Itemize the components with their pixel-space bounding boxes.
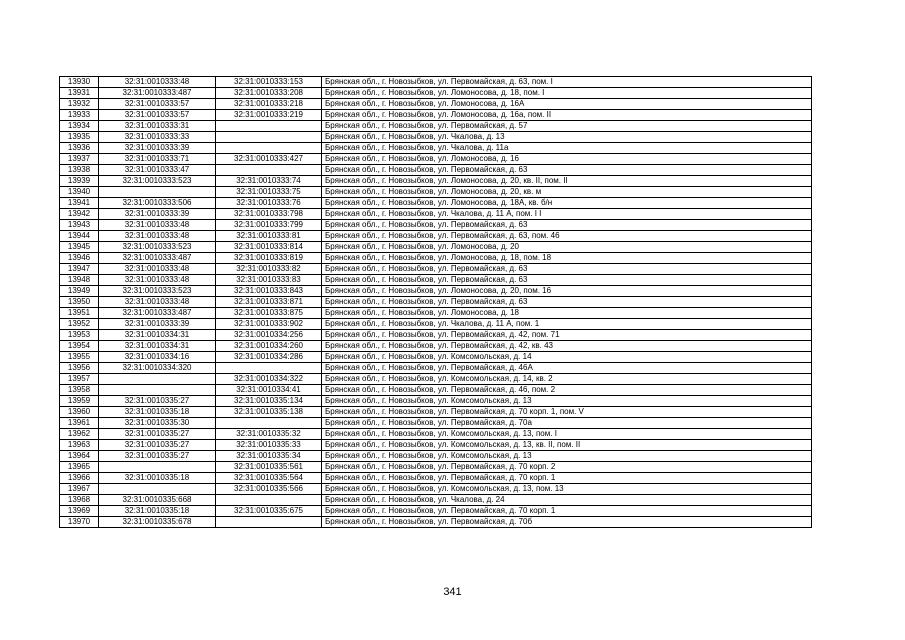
table-row (60, 242, 812, 253)
object-cadastral-cell: 32:31:0010333:76 (216, 198, 322, 209)
parcel-cadastral-cell: 32:31:0010333:48 (99, 275, 216, 286)
row-number-cell: 13970 (60, 517, 99, 528)
row-number-cell: 13952 (60, 319, 99, 330)
address-cell: Брянская обл., г. Новозыбков, ул. Ломоносова, д. 18, пом. 18 (322, 253, 812, 264)
address-cell: Брянская обл., г. Новозыбков, ул. Первомайская, д. 63 (322, 165, 812, 176)
address-cell: Брянская обл., г. Новозыбков, ул. Чкалова, д. 24 (322, 495, 812, 506)
parcel-cadastral-cell: 32:31:0010333:39 (99, 143, 216, 154)
parcel-cadastral-cell: 32:31:0010333:487 (99, 88, 216, 99)
address-cell: Брянская обл., г. Новозыбков, ул. Первомайская, д. 42, пом. 71 (322, 330, 812, 341)
parcel-cadastral-cell (99, 484, 216, 495)
row-number-cell: 13948 (60, 275, 99, 286)
parcel-cadastral-cell: 32:31:0010333:33 (99, 132, 216, 143)
table-row (60, 132, 812, 143)
parcel-cadastral-cell (99, 385, 216, 396)
address-cell: Брянская обл., г. Новозыбков, ул. Первомайская, д. 57 (322, 121, 812, 132)
table-row (60, 352, 812, 363)
table-row (60, 88, 812, 99)
object-cadastral-cell (216, 143, 322, 154)
object-cadastral-cell: 32:31:0010335:564 (216, 473, 322, 484)
row-number-cell: 13965 (60, 462, 99, 473)
parcel-cadastral-cell: 32:31:0010335:27 (99, 429, 216, 440)
table-row (60, 110, 812, 121)
object-cadastral-cell: 32:31:0010335:138 (216, 407, 322, 418)
row-number-cell: 13959 (60, 396, 99, 407)
parcel-cadastral-cell: 32:31:0010333:506 (99, 198, 216, 209)
page-number: 341 (443, 586, 462, 598)
address-cell: Брянская обл., г. Новозыбков, ул. Комсомольская, д. 13 (322, 396, 812, 407)
parcel-cadastral-cell: 32:31:0010335:678 (99, 517, 216, 528)
address-cell: Брянская обл., г. Новозыбков, ул. Первомайская, д. 42, кв. 43 (322, 341, 812, 352)
address-cell: Брянская обл., г. Новозыбков, ул. Ломоносова, д. 18 (322, 308, 812, 319)
parcel-cadastral-cell: 32:31:0010335:18 (99, 506, 216, 517)
row-number-cell: 13937 (60, 154, 99, 165)
object-cadastral-cell: 32:31:0010335:33 (216, 440, 322, 451)
table-row (60, 275, 812, 286)
parcel-cadastral-cell: 32:31:0010334:31 (99, 330, 216, 341)
table-row (60, 77, 812, 88)
parcel-cadastral-cell: 32:31:0010335:30 (99, 418, 216, 429)
address-cell: Брянская обл., г. Новозыбков, ул. Первомайская, д. 70 корп. 1 (322, 506, 812, 517)
parcel-cadastral-cell: 32:31:0010335:27 (99, 440, 216, 451)
table-row (60, 396, 812, 407)
table-row (60, 308, 812, 319)
parcel-cadastral-cell: 32:31:0010333:48 (99, 297, 216, 308)
address-cell: Брянская обл., г. Новозыбков, ул. Первомайская, д. 70 корп. 1 (322, 473, 812, 484)
parcel-cadastral-cell: 32:31:0010333:48 (99, 231, 216, 242)
object-cadastral-cell: 32:31:0010333:82 (216, 264, 322, 275)
object-cadastral-cell (216, 418, 322, 429)
address-cell: Брянская обл., г. Новозыбков, ул. Ломоносова, д. 18, пом. I (322, 88, 812, 99)
row-number-cell: 13931 (60, 88, 99, 99)
parcel-cadastral-cell: 32:31:0010334:320 (99, 363, 216, 374)
parcel-cadastral-cell: 32:31:0010333:47 (99, 165, 216, 176)
object-cadastral-cell: 32:31:0010333:83 (216, 275, 322, 286)
table-row (60, 462, 812, 473)
table-row (60, 143, 812, 154)
registry-table-body (60, 77, 812, 528)
parcel-cadastral-cell: 32:31:0010335:27 (99, 451, 216, 462)
object-cadastral-cell: 32:31:0010334:41 (216, 385, 322, 396)
object-cadastral-cell: 32:31:0010333:218 (216, 99, 322, 110)
table-row (60, 297, 812, 308)
object-cadastral-cell: 32:31:0010334:256 (216, 330, 322, 341)
object-cadastral-cell (216, 121, 322, 132)
table-row (60, 374, 812, 385)
parcel-cadastral-cell: 32:31:0010333:39 (99, 319, 216, 330)
row-number-cell: 13942 (60, 209, 99, 220)
table-row (60, 165, 812, 176)
parcel-cadastral-cell: 32:31:0010334:16 (99, 352, 216, 363)
row-number-cell: 13932 (60, 99, 99, 110)
parcel-cadastral-cell: 32:31:0010333:31 (99, 121, 216, 132)
address-cell: Брянская обл., г. Новозыбков, ул. Первомайская, д. 46А (322, 363, 812, 374)
address-cell: Брянская обл., г. Новозыбков, ул. Первомайская, д. 63 (322, 264, 812, 275)
row-number-cell: 13945 (60, 242, 99, 253)
object-cadastral-cell: 32:31:0010335:561 (216, 462, 322, 473)
row-number-cell: 13958 (60, 385, 99, 396)
registry-table (59, 76, 812, 528)
table-row (60, 253, 812, 264)
table-row (60, 407, 812, 418)
object-cadastral-cell (216, 165, 322, 176)
object-cadastral-cell: 32:31:0010333:819 (216, 253, 322, 264)
table-row (60, 231, 812, 242)
object-cadastral-cell: 32:31:0010335:675 (216, 506, 322, 517)
address-cell: Брянская обл., г. Новозыбков, ул. Комсомольская, д. 13, пом. I (322, 429, 812, 440)
address-cell: Брянская обл., г. Новозыбков, ул. Комсомольская, д. 13, пом. 13 (322, 484, 812, 495)
row-number-cell: 13939 (60, 176, 99, 187)
address-cell: Брянская обл., г. Новозыбков, ул. Первомайская, д. 63, пом. 46 (322, 231, 812, 242)
address-cell: Брянская обл., г. Новозыбков, ул. Ломоносова, д. 20, кв. II, пом. II (322, 176, 812, 187)
address-cell: Брянская обл., г. Новозыбков, ул. Ломоносова, д. 20, пом. 16 (322, 286, 812, 297)
table-row (60, 209, 812, 220)
table-row (60, 385, 812, 396)
address-cell: Брянская обл., г. Новозыбков, ул. Первомайская, д. 70 корп. 1, пом. V (322, 407, 812, 418)
address-cell: Брянская обл., г. Новозыбков, ул. Первомайская, д. 70б (322, 517, 812, 528)
table-row (60, 473, 812, 484)
address-cell: Брянская обл., г. Новозыбков, ул. Ломоносова, д. 16А (322, 99, 812, 110)
table-row (60, 451, 812, 462)
object-cadastral-cell: 32:31:0010334:286 (216, 352, 322, 363)
table-row (60, 341, 812, 352)
parcel-cadastral-cell: 32:31:0010333:71 (99, 154, 216, 165)
address-cell: Брянская обл., г. Новозыбков, ул. Первомайская, д. 63, пом. I (322, 77, 812, 88)
parcel-cadastral-cell: 32:31:0010333:487 (99, 253, 216, 264)
object-cadastral-cell (216, 363, 322, 374)
address-cell: Брянская обл., г. Новозыбков, ул. Ломоносова, д. 16а, пом. II (322, 110, 812, 121)
object-cadastral-cell: 32:31:0010333:427 (216, 154, 322, 165)
object-cadastral-cell: 32:31:0010335:566 (216, 484, 322, 495)
row-number-cell: 13941 (60, 198, 99, 209)
parcel-cadastral-cell: 32:31:0010333:48 (99, 220, 216, 231)
row-number-cell: 13951 (60, 308, 99, 319)
row-number-cell: 13955 (60, 352, 99, 363)
row-number-cell: 13943 (60, 220, 99, 231)
address-cell: Брянская обл., г. Новозыбков, ул. Первомайская, д. 63 (322, 275, 812, 286)
row-number-cell: 13934 (60, 121, 99, 132)
object-cadastral-cell: 32:31:0010335:34 (216, 451, 322, 462)
row-number-cell: 13953 (60, 330, 99, 341)
row-number-cell: 13968 (60, 495, 99, 506)
parcel-cadastral-cell: 32:31:0010333:487 (99, 308, 216, 319)
parcel-cadastral-cell: 32:31:0010333:39 (99, 209, 216, 220)
row-number-cell: 13964 (60, 451, 99, 462)
address-cell: Брянская обл., г. Новозыбков, ул. Комсомольская, д. 13, кв. II, пом. II (322, 440, 812, 451)
object-cadastral-cell: 32:31:0010333:843 (216, 286, 322, 297)
address-cell: Брянская обл., г. Новозыбков, ул. Комсомольская, д. 14, кв. 2 (322, 374, 812, 385)
object-cadastral-cell: 32:31:0010333:799 (216, 220, 322, 231)
object-cadastral-cell (216, 495, 322, 506)
object-cadastral-cell (216, 517, 322, 528)
table-row (60, 154, 812, 165)
table-row (60, 506, 812, 517)
object-cadastral-cell: 32:31:0010334:322 (216, 374, 322, 385)
object-cadastral-cell: 32:31:0010333:798 (216, 209, 322, 220)
object-cadastral-cell: 32:31:0010335:134 (216, 396, 322, 407)
row-number-cell: 13949 (60, 286, 99, 297)
parcel-cadastral-cell: 32:31:0010334:31 (99, 341, 216, 352)
address-cell: Брянская обл., г. Новозыбков, ул. Первомайская, д. 63 (322, 297, 812, 308)
table-row (60, 319, 812, 330)
row-number-cell: 13957 (60, 374, 99, 385)
object-cadastral-cell: 32:31:0010333:902 (216, 319, 322, 330)
address-cell: Брянская обл., г. Новозыбков, ул. Ломоносова, д. 20 (322, 242, 812, 253)
address-cell: Брянская обл., г. Новозыбков, ул. Ломоносова, д. 18А, кв. б/н (322, 198, 812, 209)
object-cadastral-cell: 32:31:0010333:81 (216, 231, 322, 242)
address-cell: Брянская обл., г. Новозыбков, ул. Первомайская, д. 46, пом. 2 (322, 385, 812, 396)
row-number-cell: 13969 (60, 506, 99, 517)
parcel-cadastral-cell: 32:31:0010333:48 (99, 264, 216, 275)
table-row (60, 330, 812, 341)
row-number-cell: 13960 (60, 407, 99, 418)
address-cell: Брянская обл., г. Новозыбков, ул. Чкалова, д. 11 А, пом. I I (322, 209, 812, 220)
row-number-cell: 13930 (60, 77, 99, 88)
row-number-cell: 13963 (60, 440, 99, 451)
object-cadastral-cell: 32:31:0010333:208 (216, 88, 322, 99)
table-row (60, 363, 812, 374)
table-row (60, 264, 812, 275)
object-cadastral-cell (216, 132, 322, 143)
address-cell: Брянская обл., г. Новозыбков, ул. Первомайская, д. 70 корп. 2 (322, 462, 812, 473)
table-row (60, 429, 812, 440)
object-cadastral-cell: 32:31:0010333:219 (216, 110, 322, 121)
row-number-cell: 13962 (60, 429, 99, 440)
table-row (60, 198, 812, 209)
address-cell: Брянская обл., г. Новозыбков, ул. Чкалова, д. 13 (322, 132, 812, 143)
parcel-cadastral-cell: 32:31:0010335:27 (99, 396, 216, 407)
table-row (60, 187, 812, 198)
parcel-cadastral-cell: 32:31:0010333:48 (99, 77, 216, 88)
row-number-cell: 13944 (60, 231, 99, 242)
parcel-cadastral-cell: 32:31:0010333:523 (99, 176, 216, 187)
table-row (60, 220, 812, 231)
address-cell: Брянская обл., г. Новозыбков, ул. Комсомольская, д. 14 (322, 352, 812, 363)
table-row (60, 286, 812, 297)
table-row (60, 440, 812, 451)
parcel-cadastral-cell: 32:31:0010333:523 (99, 242, 216, 253)
table-row (60, 495, 812, 506)
parcel-cadastral-cell (99, 374, 216, 385)
address-cell: Брянская обл., г. Новозыбков, ул. Комсомольская, д. 13 (322, 451, 812, 462)
parcel-cadastral-cell (99, 187, 216, 198)
table-row (60, 484, 812, 495)
address-cell: Брянская обл., г. Новозыбков, ул. Ломоносова, д. 20, кв. м (322, 187, 812, 198)
object-cadastral-cell: 32:31:0010333:74 (216, 176, 322, 187)
row-number-cell: 13933 (60, 110, 99, 121)
table-row (60, 99, 812, 110)
address-cell: Брянская обл., г. Новозыбков, ул. Ломоносова, д. 16 (322, 154, 812, 165)
row-number-cell: 13950 (60, 297, 99, 308)
object-cadastral-cell: 32:31:0010333:871 (216, 297, 322, 308)
parcel-cadastral-cell: 32:31:0010335:18 (99, 473, 216, 484)
row-number-cell: 13936 (60, 143, 99, 154)
table-row (60, 517, 812, 528)
address-cell: Брянская обл., г. Новозыбков, ул. Первомайская, д. 63 (322, 220, 812, 231)
parcel-cadastral-cell: 32:31:0010333:523 (99, 286, 216, 297)
row-number-cell: 13956 (60, 363, 99, 374)
row-number-cell: 13967 (60, 484, 99, 495)
row-number-cell: 13954 (60, 341, 99, 352)
row-number-cell: 13946 (60, 253, 99, 264)
row-number-cell: 13940 (60, 187, 99, 198)
row-number-cell: 13947 (60, 264, 99, 275)
object-cadastral-cell: 32:31:0010333:75 (216, 187, 322, 198)
object-cadastral-cell: 32:31:0010334:260 (216, 341, 322, 352)
address-cell: Брянская обл., г. Новозыбков, ул. Первомайская, д. 70а (322, 418, 812, 429)
row-number-cell: 13938 (60, 165, 99, 176)
table-row (60, 418, 812, 429)
row-number-cell: 13935 (60, 132, 99, 143)
parcel-cadastral-cell: 32:31:0010335:668 (99, 495, 216, 506)
parcel-cadastral-cell: 32:31:0010333:57 (99, 110, 216, 121)
address-cell: Брянская обл., г. Новозыбков, ул. Чкалова, д. 11 А, пом. 1 (322, 319, 812, 330)
row-number-cell: 13966 (60, 473, 99, 484)
parcel-cadastral-cell: 32:31:0010335:18 (99, 407, 216, 418)
table-row (60, 176, 812, 187)
table-row (60, 121, 812, 132)
object-cadastral-cell: 32:31:0010333:153 (216, 77, 322, 88)
object-cadastral-cell: 32:31:0010333:814 (216, 242, 322, 253)
address-cell: Брянская обл., г. Новозыбков, ул. Чкалова, д. 11а (322, 143, 812, 154)
parcel-cadastral-cell (99, 462, 216, 473)
parcel-cadastral-cell: 32:31:0010333:57 (99, 99, 216, 110)
object-cadastral-cell: 32:31:0010335:32 (216, 429, 322, 440)
object-cadastral-cell: 32:31:0010333:875 (216, 308, 322, 319)
row-number-cell: 13961 (60, 418, 99, 429)
